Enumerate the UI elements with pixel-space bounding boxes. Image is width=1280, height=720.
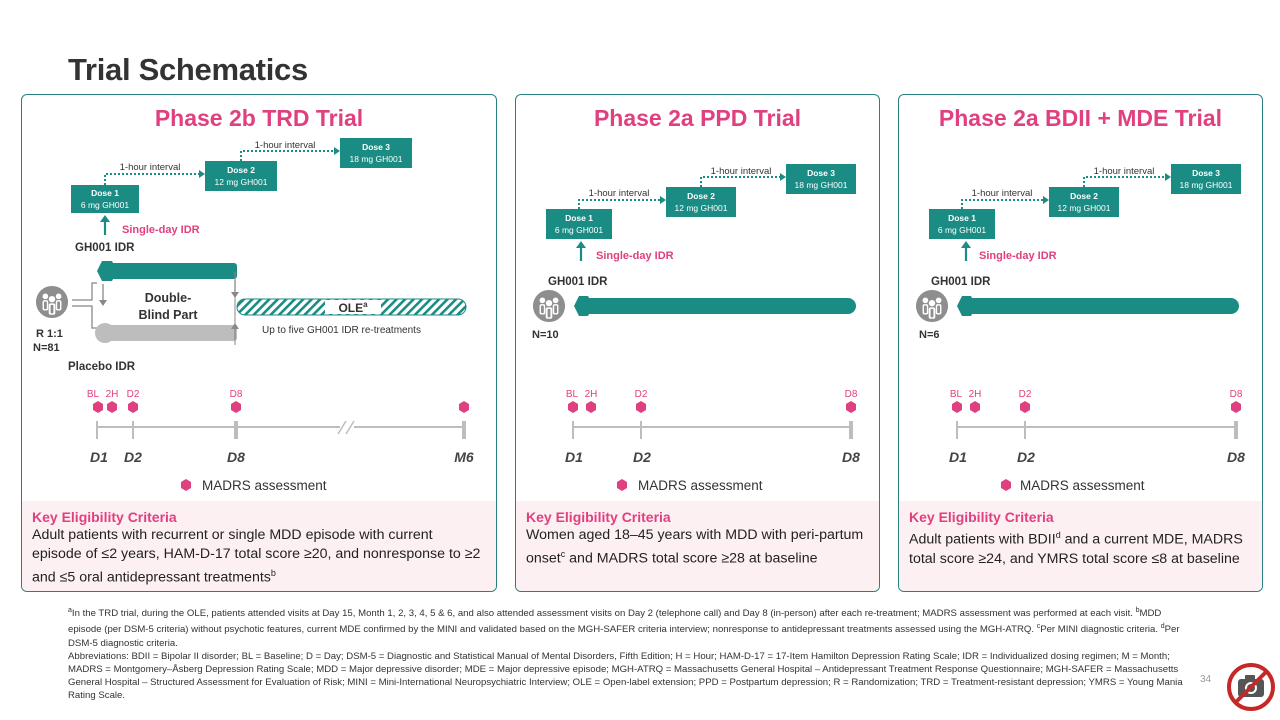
arm-label: GH001 IDR bbox=[75, 242, 135, 254]
participants-icon bbox=[36, 286, 68, 318]
dose-3-box bbox=[340, 138, 412, 168]
visit-label: D2 bbox=[634, 389, 648, 400]
dose-label: Dose 1 bbox=[91, 188, 119, 198]
double-blind-label: Blind Part bbox=[138, 308, 198, 322]
dose-label: Dose 3 bbox=[362, 142, 390, 152]
criteria-text: Women aged 18–45 years with MDD with peri-partum onset$^c$ and MADRS total score ≥28 at baseline bbox=[526, 527, 864, 567]
madrs-markers bbox=[952, 401, 1241, 413]
up-arrow-icon bbox=[576, 241, 586, 248]
timeline-label: D2 bbox=[1017, 449, 1035, 465]
dose-amount: 18 mg GH001 bbox=[1179, 180, 1233, 190]
gh001-arm-bar bbox=[578, 298, 856, 314]
panel-bdii bbox=[898, 94, 1263, 592]
timeline-label: D2 bbox=[124, 449, 142, 465]
interval-label: 1-hour interval bbox=[119, 162, 181, 173]
dose-amount: 6 mg GH001 bbox=[937, 225, 987, 235]
no-camera-icon bbox=[1226, 662, 1276, 712]
visit-label: D8 bbox=[1229, 389, 1243, 400]
ole-label: OLE$^a$ bbox=[338, 300, 368, 315]
panel-trd bbox=[21, 94, 497, 592]
legend-label: MADRS assessment bbox=[638, 478, 763, 493]
dose-amount: 12 mg GH001 bbox=[674, 203, 728, 213]
gh001-arm-bar bbox=[102, 263, 237, 279]
panel-title: Phase 2b TRD Trial bbox=[154, 105, 364, 131]
eligibility-criteria bbox=[899, 501, 1262, 591]
footnotes bbox=[68, 604, 1188, 702]
up-arrow-icon bbox=[961, 241, 971, 248]
interval-label: 1-hour interval bbox=[1093, 166, 1155, 177]
single-day-label: Single-day IDR bbox=[596, 250, 674, 262]
dose-3-box bbox=[1171, 164, 1241, 194]
timeline-label: D1 bbox=[90, 449, 108, 465]
visit-label: D8 bbox=[229, 389, 243, 400]
dose-1-box bbox=[929, 209, 995, 239]
madrs-legend-icon bbox=[1001, 479, 1011, 491]
arm-label: GH001 IDR bbox=[548, 276, 608, 288]
timeline-label: D1 bbox=[565, 449, 583, 465]
dose-2-box bbox=[666, 187, 736, 217]
dose-label: Dose 1 bbox=[948, 213, 976, 223]
visit-label: 2H bbox=[584, 389, 598, 400]
timeline-label: D2 bbox=[633, 449, 651, 465]
participants-icon bbox=[916, 290, 948, 322]
interval-label: 1-hour interval bbox=[710, 166, 772, 177]
madrs-markers bbox=[568, 401, 856, 413]
dose-amount: 18 mg GH001 bbox=[349, 154, 403, 164]
panel-title: Phase 2a PPD Trial bbox=[593, 105, 802, 131]
placebo-start-icon bbox=[95, 323, 115, 343]
dose-label: Dose 2 bbox=[687, 191, 715, 201]
visit-label: 2H bbox=[968, 389, 982, 400]
page-number: 34 bbox=[1200, 674, 1212, 685]
criteria-heading: Key Eligibility Criteria bbox=[526, 509, 671, 525]
criteria-text: Adult patients with recurrent or single MDD episode with current episode of ≤2 years, HAM-D-17 total score ≥20, and nonresponse to ≥2 and ≤5 oral antidepressant treatments$^b$ bbox=[32, 527, 481, 586]
timeline-label: D8 bbox=[1227, 449, 1245, 465]
visit-label: BL bbox=[949, 389, 963, 400]
dose-label: Dose 3 bbox=[807, 168, 835, 178]
randomization-label: R 1:1 bbox=[36, 328, 63, 340]
timeline-label: D1 bbox=[949, 449, 967, 465]
dose-1-box bbox=[71, 185, 139, 213]
dose-1-box bbox=[546, 209, 612, 239]
visit-label: 2H bbox=[105, 389, 119, 400]
criteria-text: Adult patients with BDII$^d$ and a current MDE, MADRS total score ≥24, and YMRS total score ≤8 at baseline bbox=[909, 530, 1243, 567]
legend-label: MADRS assessment bbox=[1020, 478, 1145, 493]
placebo-label: Placebo IDR bbox=[68, 361, 136, 373]
n-label: N=81 bbox=[33, 342, 60, 354]
arm-label: GH001 IDR bbox=[931, 276, 991, 288]
n-label: N=6 bbox=[919, 329, 940, 341]
dose-amount: 18 mg GH001 bbox=[794, 180, 848, 190]
dose-label: Dose 2 bbox=[227, 165, 255, 175]
bdii-diagram bbox=[899, 95, 1263, 505]
timeline-label: M6 bbox=[454, 449, 474, 465]
ppd-diagram bbox=[516, 95, 880, 505]
interval-label: 1-hour interval bbox=[971, 188, 1033, 199]
dose-2-box bbox=[205, 161, 277, 191]
eligibility-criteria bbox=[22, 501, 496, 591]
dose-amount: 12 mg GH001 bbox=[214, 177, 268, 187]
criteria-heading: Key Eligibility Criteria bbox=[909, 509, 1054, 525]
visit-label: D2 bbox=[126, 389, 140, 400]
madrs-legend-icon bbox=[181, 479, 191, 491]
placebo-arm-bar bbox=[102, 325, 237, 341]
dose-label: Dose 2 bbox=[1070, 191, 1098, 201]
n-label: N=10 bbox=[532, 329, 559, 341]
timeline-label: D8 bbox=[842, 449, 860, 465]
trd-diagram bbox=[22, 95, 497, 505]
gh001-arm-bar bbox=[961, 298, 1239, 314]
dose-amount: 6 mg GH001 bbox=[80, 200, 130, 210]
retreatment-label: Up to five GH001 IDR re-treatments bbox=[262, 325, 421, 336]
interval-label: 1-hour interval bbox=[588, 188, 650, 199]
dose-amount: 6 mg GH001 bbox=[554, 225, 604, 235]
up-arrow-icon bbox=[100, 215, 110, 222]
panel-title: Phase 2a BDII + MDE Trial bbox=[938, 105, 1223, 131]
dose-3-box bbox=[786, 164, 856, 194]
footnote-text: $^a$In the TRD trial, during the OLE, patients attended visits at Day 15, Month 1, 2, 3, 4, 5 & 6, and also attended assessment visits on Day 2 (telephone call) and Day 8 (in-person) after each re-treatment; MADRS assessment was performed at each visit. $^b$MDD episode (per DSM-5 criteria) without psychotic features, current MDE confirmed by the MINI and validated based on the MGH-SAFER criteria interview; nonresponse to antidepressant treatments assessed using the MGH-ATRQ. $^c$Per MINI diagnostic criteria. $^d$Per DSM-5 diagnostic criteria. bbox=[68, 607, 1180, 649]
madrs-markers bbox=[93, 401, 469, 413]
participants-icon bbox=[533, 290, 565, 322]
visit-label: D8 bbox=[844, 389, 858, 400]
legend-label: MADRS assessment bbox=[202, 478, 327, 493]
interval-arrow-2 bbox=[241, 151, 336, 161]
dose-label: Dose 3 bbox=[1192, 168, 1220, 178]
single-day-label: Single-day IDR bbox=[122, 224, 200, 236]
eligibility-criteria bbox=[516, 501, 879, 591]
abbreviations: Abbreviations: BDII = Bipolar II disorder; BL = Baseline; D = Day; DSM-5 = Diagnostic and Statistical Manual of Mental Disorders, Fifth Edition; H = Hour; HAM-D-17 = 17-Item Hamilton Depression Rating Scale; IDR = Individualized dosing regimen; M = Month; MADRS = Montgomery–Åsberg Depression Rating Scale; MDD = Major depressive disorder; MDE = Major depressive episode; MGH-ATRQ = Massachusetts General Hospital – Antidepressant Treatment Response Questionnaire; MGH-SAFER = Massachusetts General Hospital – Structured Assessment for Evaluation of Risk; MINI = Mini-International Neuropsychiatric Interview; OLE = Open-label extension; PPD = Postpartum depression; R = Randomization; TRD = Treatment-resistant depression; YMRS = Young Mania Rating Scale. bbox=[68, 650, 1183, 701]
interval-arrow-1 bbox=[105, 174, 201, 185]
criteria-heading: Key Eligibility Criteria bbox=[32, 509, 177, 525]
timeline-label: D8 bbox=[227, 449, 245, 465]
dose-label: Dose 1 bbox=[565, 213, 593, 223]
visit-label: BL bbox=[565, 389, 579, 400]
dose-amount: 12 mg GH001 bbox=[1057, 203, 1111, 213]
interval-label: 1-hour interval bbox=[254, 140, 316, 151]
visit-label: D2 bbox=[1018, 389, 1032, 400]
madrs-legend-icon bbox=[617, 479, 627, 491]
double-blind-label: Double- bbox=[144, 291, 192, 305]
panel-ppd bbox=[515, 94, 880, 592]
single-day-label: Single-day IDR bbox=[979, 250, 1057, 262]
slide-title: Trial Schematics bbox=[68, 52, 308, 87]
visit-label: BL bbox=[86, 389, 100, 400]
dose-2-box bbox=[1049, 187, 1119, 217]
